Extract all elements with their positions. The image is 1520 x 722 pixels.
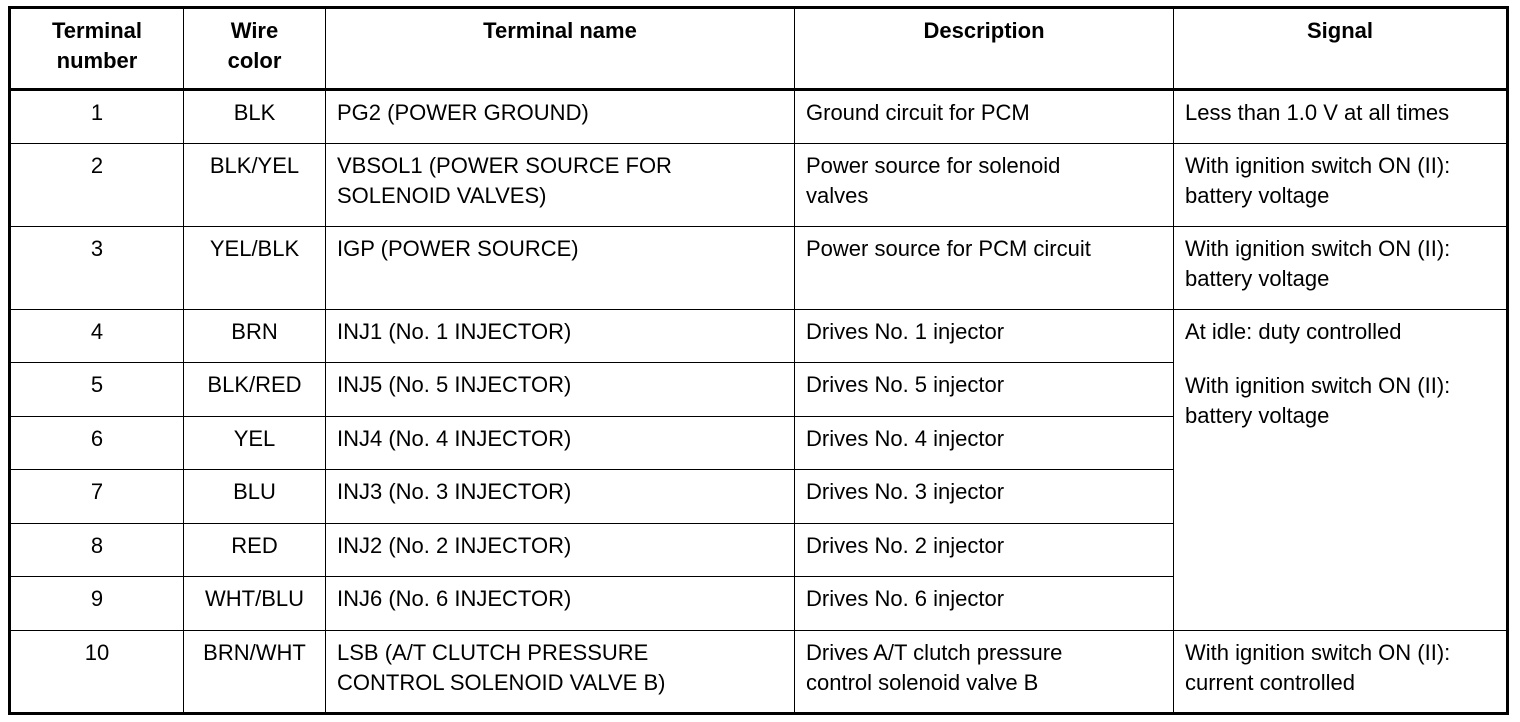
- terminal-name-cell: INJ3 (No. 3 INJECTOR): [326, 470, 795, 524]
- wire-color-cell: BRN/WHT: [184, 630, 326, 713]
- description-cell: Drives No. 5 injector: [795, 363, 1174, 417]
- terminal-name-cell: INJ4 (No. 4 INJECTOR): [326, 416, 795, 470]
- header-wire-color: Wire color: [184, 8, 326, 90]
- terminal-number-cell: 4: [10, 309, 184, 363]
- description-cell: Drives A/T clutch pressure control solenoid valve B: [795, 630, 1174, 713]
- terminal-number-cell: 5: [10, 363, 184, 417]
- terminal-number-cell: 9: [10, 577, 184, 631]
- description-cell: Drives No. 2 injector: [795, 523, 1174, 577]
- wire-color-cell: YEL: [184, 416, 326, 470]
- description-cell: Drives No. 3 injector: [795, 470, 1174, 524]
- description-cell: Ground circuit for PCM: [795, 90, 1174, 144]
- terminal-number-cell: 7: [10, 470, 184, 524]
- terminal-name-cell: PG2 (POWER GROUND): [326, 90, 795, 144]
- header-terminal-number: Terminal number: [10, 8, 184, 90]
- header-signal: Signal: [1174, 8, 1508, 90]
- terminal-name-cell: INJ1 (No. 1 INJECTOR): [326, 309, 795, 363]
- terminal-name-cell: LSB (A/T CLUTCH PRESSURE CONTROL SOLENOID VALVE B): [326, 630, 795, 713]
- wire-color-cell: BLU: [184, 470, 326, 524]
- terminal-number-cell: 8: [10, 523, 184, 577]
- table-row: [10, 90, 1508, 144]
- wire-color-cell: WHT/BLU: [184, 577, 326, 631]
- description-cell: Drives No. 1 injector: [795, 309, 1174, 363]
- description-cell: Power source for PCM circuit: [795, 226, 1174, 309]
- table-row: [10, 226, 1508, 309]
- description-cell: Power source for solenoid valves: [795, 143, 1174, 226]
- terminal-number-cell: 3: [10, 226, 184, 309]
- signal-cell: With ignition switch ON (II): current controlled: [1174, 630, 1508, 713]
- spacer: [1185, 347, 1495, 371]
- wire-color-cell: RED: [184, 523, 326, 577]
- terminal-number-cell: 1: [10, 90, 184, 144]
- terminal-name-cell: IGP (POWER SOURCE): [326, 226, 795, 309]
- terminal-table: [8, 6, 1509, 715]
- signal-cell: Less than 1.0 V at all times: [1174, 90, 1508, 144]
- wire-color-cell: BLK: [184, 90, 326, 144]
- description-cell: Drives No. 6 injector: [795, 577, 1174, 631]
- header-terminal-name: Terminal name: [326, 8, 795, 90]
- table-header-row: [10, 8, 1508, 90]
- terminal-number-cell: 10: [10, 630, 184, 713]
- table-row: [10, 309, 1508, 363]
- signal-cell: With ignition switch ON (II): battery voltage: [1174, 143, 1508, 226]
- injector-signal-cell: At idle: duty controlled With ignition switch ON (II): battery voltage: [1174, 309, 1508, 630]
- description-cell: Drives No. 4 injector: [795, 416, 1174, 470]
- terminal-number-cell: 6: [10, 416, 184, 470]
- wire-color-cell: YEL/BLK: [184, 226, 326, 309]
- terminal-name-cell: INJ2 (No. 2 INJECTOR): [326, 523, 795, 577]
- signal-cell: With ignition switch ON (II): battery voltage: [1174, 226, 1508, 309]
- terminal-number-cell: 2: [10, 143, 184, 226]
- table-row: [10, 143, 1508, 226]
- terminal-name-cell: INJ5 (No. 5 INJECTOR): [326, 363, 795, 417]
- wire-color-cell: BLK/YEL: [184, 143, 326, 226]
- wire-color-cell: BRN: [184, 309, 326, 363]
- table-row: [10, 630, 1508, 713]
- wire-color-cell: BLK/RED: [184, 363, 326, 417]
- terminal-name-cell: INJ6 (No. 6 INJECTOR): [326, 577, 795, 631]
- header-description: Description: [795, 8, 1174, 90]
- terminal-name-cell: VBSOL1 (POWER SOURCE FOR SOLENOID VALVES): [326, 143, 795, 226]
